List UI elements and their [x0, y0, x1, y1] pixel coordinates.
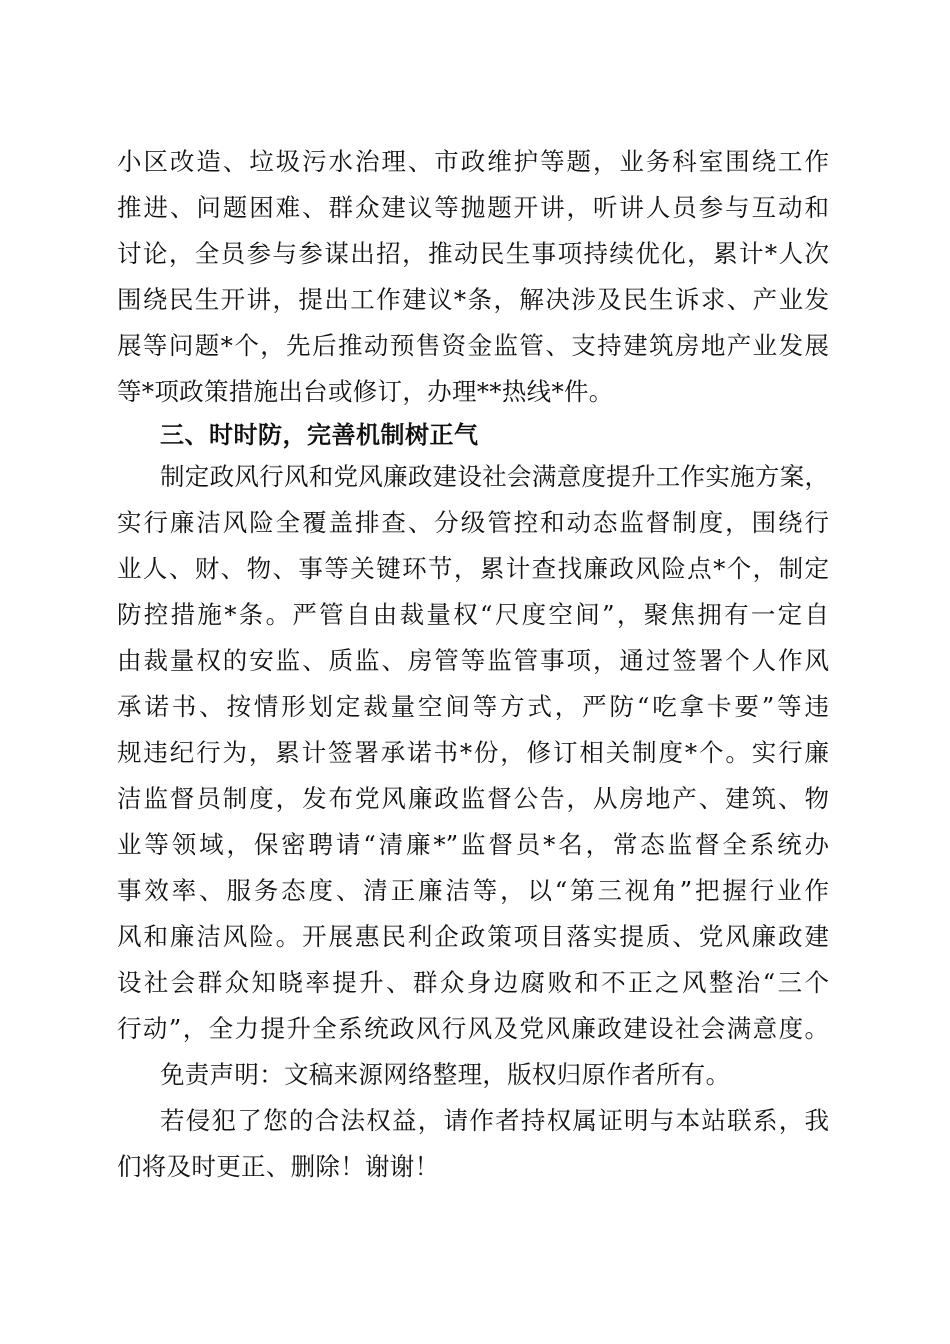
text-line: 围绕民生开讲，提出工作建议*条，解决涉及民生诉求、产业发 [117, 285, 829, 314]
text-line: 承诺书、按情形划定裁量空间等方式，严防“吃拿卡要”等违 [117, 692, 829, 721]
text-line: 业等领域，保密聘请“清廉*”监督员*名，常态监督全系统办 [117, 830, 829, 859]
text-line: 推进、问题困难、群众建议等抛题开讲，听讲人员参与互动和 [117, 193, 829, 222]
text-line: 事效率、服务态度、清正廉洁等，以“第三视角”把握行业作 [117, 876, 829, 905]
text-line: 洁监督员制度，发布党风廉政监督公告，从房地产、建筑、物 [117, 784, 829, 813]
notice-text: 若侵犯了您的合法权益，请作者持权属证明与本站联系，我 [160, 1106, 829, 1135]
disclaimer-text: 免责声明：文稿来源网络整理，版权归原作者所有。 [160, 1060, 731, 1089]
text-line: 行动”，全力提升全系统政风行风及党风廉政建设社会满意度。 [117, 1014, 829, 1043]
section-heading: 三、时时防，完善机制树正气 [160, 421, 479, 449]
text-line: 风和廉洁风险。开展惠民利企政策项目落实提质、党风廉政建 [117, 922, 829, 951]
text-line: 实行廉洁风险全覆盖排查、分级管控和动态监督制度，围绕行 [117, 508, 829, 537]
text-line: 由裁量权的安监、质监、房管等监管事项，通过签署个人作风 [117, 646, 829, 675]
text-line: 业人、财、物、事等关键环节，累计查找廉政风险点*个，制定 [117, 554, 829, 583]
text-line: 展等问题*个，先后推动预售资金监管、支持建筑房地产业发展 [117, 331, 829, 360]
notice-text: 们将及时更正、删除！谢谢！ [117, 1152, 440, 1181]
text-line: 等*项政策措施出台或修订，办理**热线*件。 [117, 377, 614, 406]
text-line: 小区改造、垃圾污水治理、市政维护等题，业务科室围绕工作 [117, 147, 829, 176]
text-line: 设社会群众知晓率提升、群众身边腐败和不正之风整治“三个 [117, 968, 829, 997]
text-line: 防控措施*条。严管自由裁量权“尺度空间”，聚焦拥有一定自 [117, 600, 829, 629]
text-line: 规违纪行为，累计签署承诺书*份，修订相关制度*个。实行廉 [117, 738, 829, 767]
text-line: 讨论，全员参与参谋出招，推动民生事项持续优化，累计*人次 [117, 239, 829, 268]
text-line: 制定政风行风和党风廉政建设社会满意度提升工作实施方案， [160, 462, 829, 491]
